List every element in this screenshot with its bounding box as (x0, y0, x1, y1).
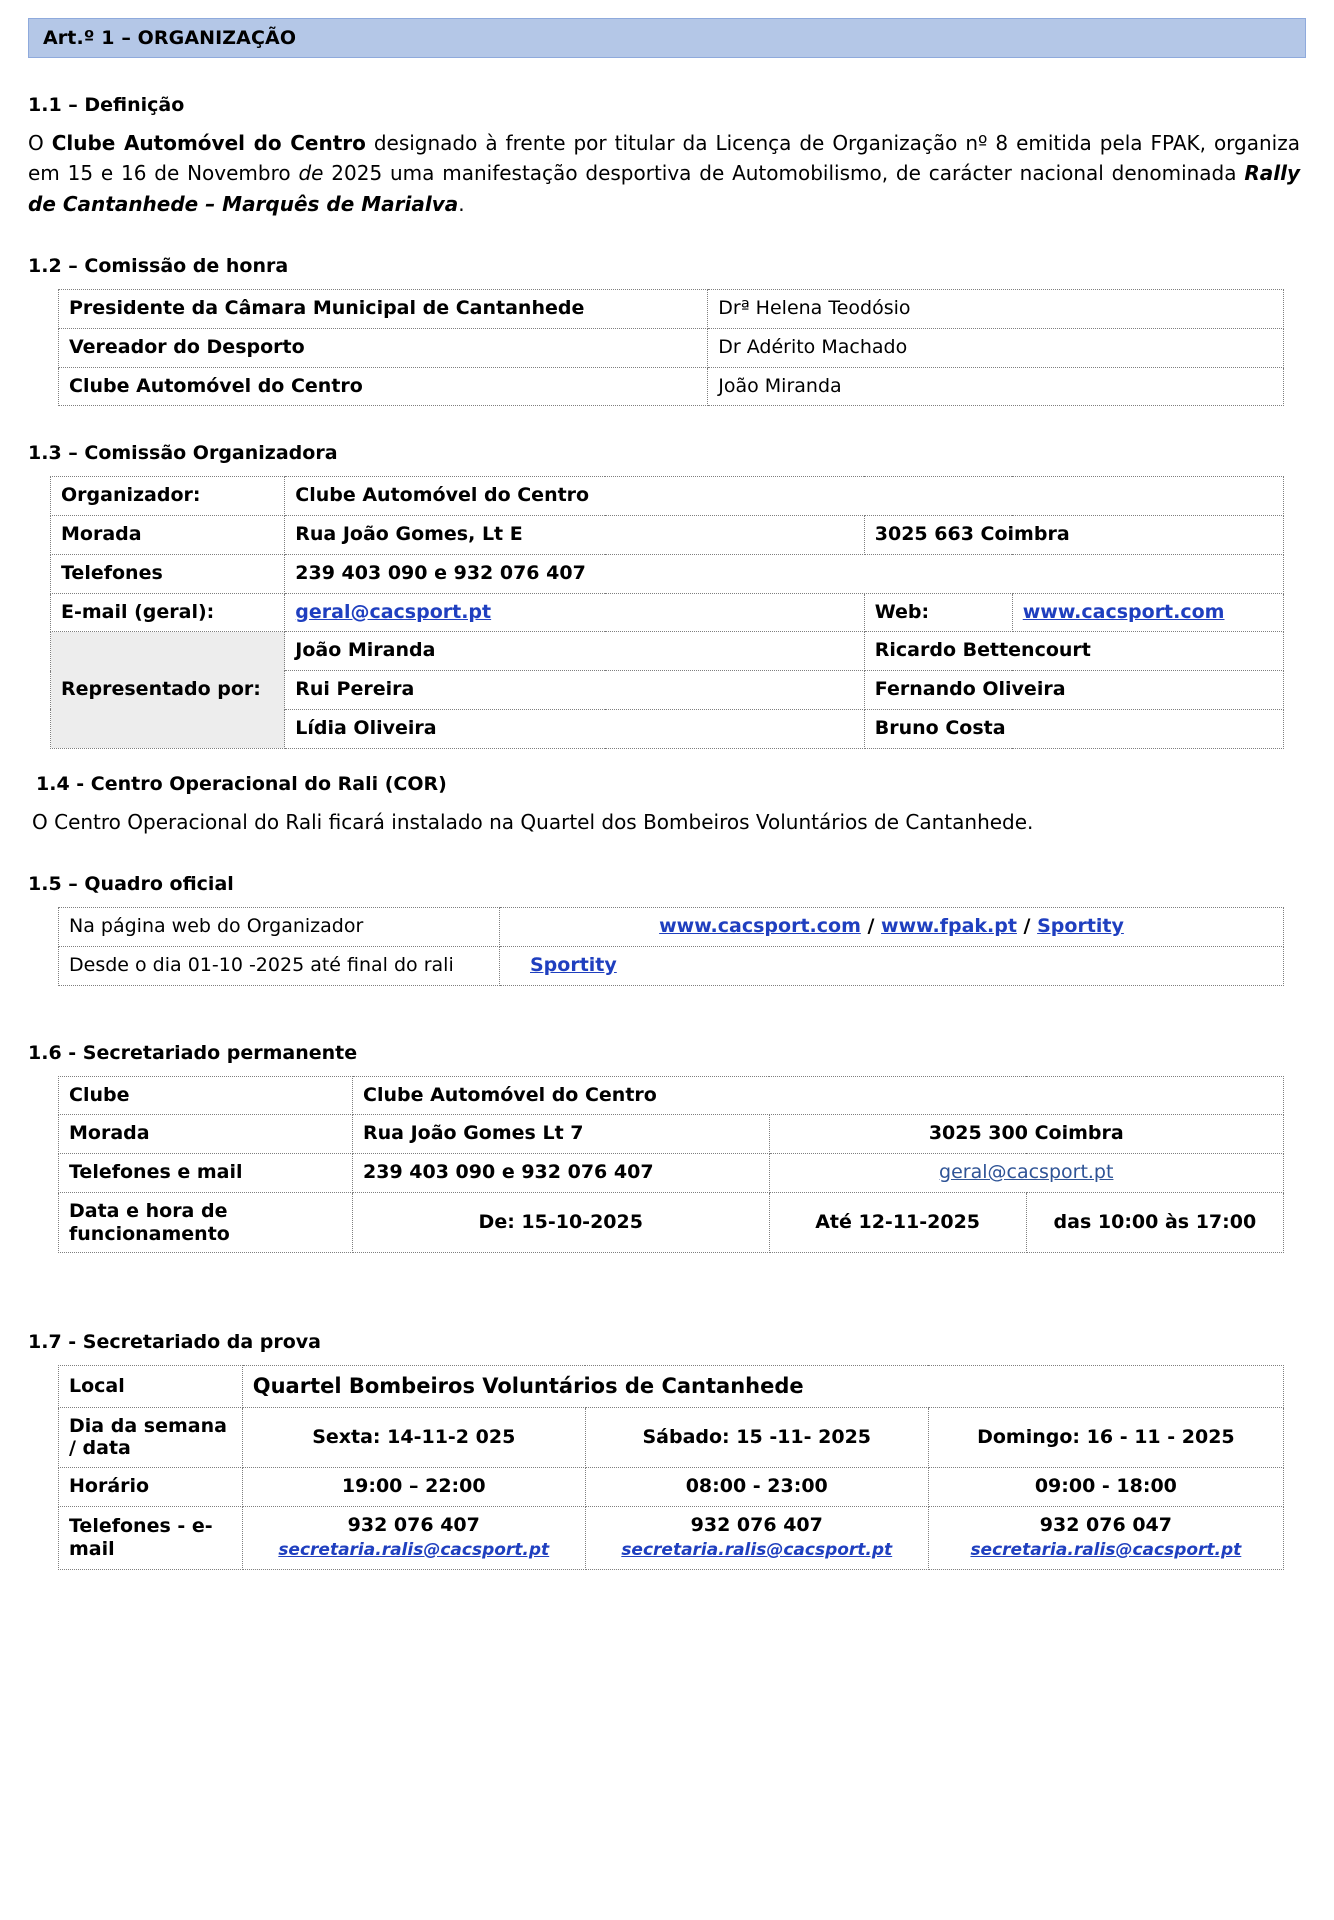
text-fragment: O (28, 131, 52, 155)
heading-1-7: 1.7 - Secretariado da prova (28, 1331, 322, 1354)
table-quadro-oficial (58, 907, 1284, 986)
text-fragment-bold: Clube Automóvel do Centro (51, 131, 366, 155)
table-row (59, 1468, 1284, 1507)
rep-name-right: Bruno Costa (864, 709, 1283, 748)
value-horario-domingo: 09:00 - 18:00 (928, 1468, 1283, 1507)
table-row (59, 1115, 1284, 1154)
label-morada: Morada (59, 1115, 353, 1154)
label-pagina-web: Na página web do Organizador (59, 908, 500, 947)
value-telefone: 932 076 407 (690, 1514, 823, 1536)
label-email: E-mail (geral): (51, 593, 285, 632)
label-data-hora: Data e hora de funcionamento (59, 1192, 353, 1253)
heading-1-2: 1.2 – Comissão de honra (28, 255, 289, 278)
table-quadro-oficial-wrap (28, 907, 1306, 986)
label-telefones: Telefones (51, 554, 285, 593)
cell-name: Dr Adérito Machado (708, 328, 1284, 367)
link-fpak[interactable]: www.fpak.pt (881, 915, 1017, 938)
email-link[interactable]: secretaria.ralis@cacsport.pt (621, 1539, 893, 1560)
rep-name-left: João Miranda (285, 632, 865, 671)
value-morada-rua: Rua João Gomes, Lt E (285, 516, 865, 555)
value-telefones: 239 403 090 e 932 076 407 (353, 1154, 770, 1193)
table-row (51, 593, 1284, 632)
value-horas: das 10:00 às 17:00 (1026, 1192, 1283, 1253)
table-comissao-organizadora-wrap (28, 476, 1306, 748)
text-fragment-italic: de (298, 161, 324, 186)
value-clube: Clube Automóvel do Centro (353, 1076, 1284, 1115)
cell-email (769, 1154, 1284, 1193)
email-link[interactable]: geral@cacsport.pt (939, 1161, 1114, 1184)
heading-1-4: 1.4 - Centro Operacional do Rali (COR) (36, 772, 447, 795)
table-row (59, 1407, 1284, 1468)
link-sportity[interactable]: Sportity (530, 953, 617, 976)
rep-name-right: Ricardo Bettencourt (864, 632, 1283, 671)
cell-web (1012, 593, 1283, 632)
table-row (59, 1507, 1284, 1570)
link-cacsport[interactable]: www.cacsport.com (659, 915, 861, 938)
label-horario: Horário (59, 1468, 243, 1507)
label-local: Local (59, 1366, 243, 1407)
event-name: Rally de Cantanhede – Marquês de Marialva (28, 161, 1300, 216)
paragraph-1-4: O Centro Operacional do Rali ficará instalado na Quartel dos Bombeiros Voluntários de Cantanhede. (32, 809, 1034, 834)
email-link[interactable]: geral@cacsport.pt (295, 600, 492, 623)
table-row (59, 1366, 1284, 1407)
table-comissao-organizadora (50, 476, 1284, 748)
value-data-de: De: 15-10-2025 (353, 1192, 770, 1253)
cell-links (500, 946, 1284, 985)
label-organizador: Organizador: (51, 477, 285, 516)
table-comissao-honra (58, 289, 1284, 406)
table-secretariado-prova-wrap (28, 1365, 1306, 1569)
rep-name-left: Rui Pereira (285, 671, 865, 710)
email-link[interactable]: secretaria.ralis@cacsport.pt (970, 1539, 1242, 1560)
table-row (59, 328, 1284, 367)
cell-email (285, 593, 865, 632)
heading-1-3: 1.3 – Comissão Organizadora (28, 442, 338, 465)
value-dia-sexta: Sexta: 14-11-2 025 (242, 1407, 585, 1468)
table-row (59, 1154, 1284, 1193)
cell-contacto-sabado (585, 1507, 928, 1570)
table-row (51, 632, 1284, 671)
label-morada: Morada (51, 516, 285, 555)
heading-1-1: 1.1 – Definição (28, 94, 185, 116)
rep-name-right: Fernando Oliveira (864, 671, 1283, 710)
table-comissao-honra-wrap (28, 289, 1306, 406)
table-row (59, 1076, 1284, 1115)
heading-1-6: 1.6 - Secretariado permanente (28, 1041, 358, 1064)
value-telefones: 239 403 090 e 932 076 407 (285, 554, 1284, 593)
separator: / (860, 915, 882, 938)
table-row (59, 290, 1284, 329)
cell-role: Clube Automóvel do Centro (59, 367, 708, 406)
separator: / (1016, 915, 1038, 938)
table-row (51, 516, 1284, 555)
label-representado-por: Representado por: (51, 632, 285, 748)
value-horario-sexta: 19:00 – 22:00 (242, 1468, 585, 1507)
cell-name: Drª Helena Teodósio (708, 290, 1284, 329)
table-row (59, 1192, 1284, 1253)
cell-contacto-sexta (242, 1507, 585, 1570)
text-fragment: designado à frente por titular da Licença de Organização nº 8 emitida pela FPAK, organiza em 15 e 16 de Novembro (28, 131, 1300, 186)
table-row (59, 908, 1284, 947)
rep-name-left: Lídia Oliveira (285, 709, 865, 748)
text-fragment: 2025 uma manifestação desportiva de Automobilismo, de carácter nacional denominada (323, 161, 1245, 186)
value-data-ate: Até 12-11-2025 (769, 1192, 1026, 1253)
value-morada-rua: Rua João Gomes Lt 7 (353, 1115, 770, 1154)
paragraph-1-1 (28, 128, 1300, 219)
value-morada-cp: 3025 300 Coimbra (769, 1115, 1284, 1154)
label-dia-semana: Dia da semana / data (59, 1407, 243, 1468)
value-dia-sabado: Sábado: 15 -11- 2025 (585, 1407, 928, 1468)
table-row (59, 946, 1284, 985)
value-horario-sabado: 08:00 - 23:00 (585, 1468, 928, 1507)
table-row (59, 367, 1284, 406)
cell-role: Vereador do Desporto (59, 328, 708, 367)
web-link[interactable]: www.cacsport.com (1022, 600, 1225, 623)
label-desde-dia: Desde o dia 01-10 -2025 até final do rali (59, 946, 500, 985)
section-banner: Art.º 1 – ORGANIZAÇÃO (28, 18, 1306, 58)
label-telefones-email: Telefones - e-mail (59, 1507, 243, 1570)
value-local: Quartel Bombeiros Voluntários de Cantanhede (242, 1366, 1283, 1407)
value-telefone: 932 076 047 (1039, 1514, 1172, 1536)
value-organizador: Clube Automóvel do Centro (285, 477, 1284, 516)
text-fragment: . (458, 191, 465, 216)
value-morada-cp: 3025 663 Coimbra (864, 516, 1283, 555)
table-secretariado-permanente-wrap (28, 1076, 1306, 1254)
table-row (51, 477, 1284, 516)
cell-contacto-domingo (928, 1507, 1283, 1570)
cell-role: Presidente da Câmara Municipal de Cantanhede (59, 290, 708, 329)
table-row (51, 554, 1284, 593)
value-telefone: 932 076 407 (347, 1514, 480, 1536)
table-secretariado-prova (58, 1365, 1284, 1569)
cell-links (500, 908, 1284, 947)
label-web: Web: (864, 593, 1012, 632)
label-telefones-mail: Telefones e mail (59, 1154, 353, 1193)
label-clube: Clube (59, 1076, 353, 1115)
email-link[interactable]: secretaria.ralis@cacsport.pt (278, 1539, 550, 1560)
link-sportity[interactable]: Sportity (1037, 915, 1124, 938)
table-secretariado-permanente (58, 1076, 1284, 1254)
value-dia-domingo: Domingo: 16 - 11 - 2025 (928, 1407, 1283, 1468)
heading-1-5: 1.5 – Quadro oficial (28, 873, 234, 896)
cell-name: João Miranda (708, 367, 1284, 406)
